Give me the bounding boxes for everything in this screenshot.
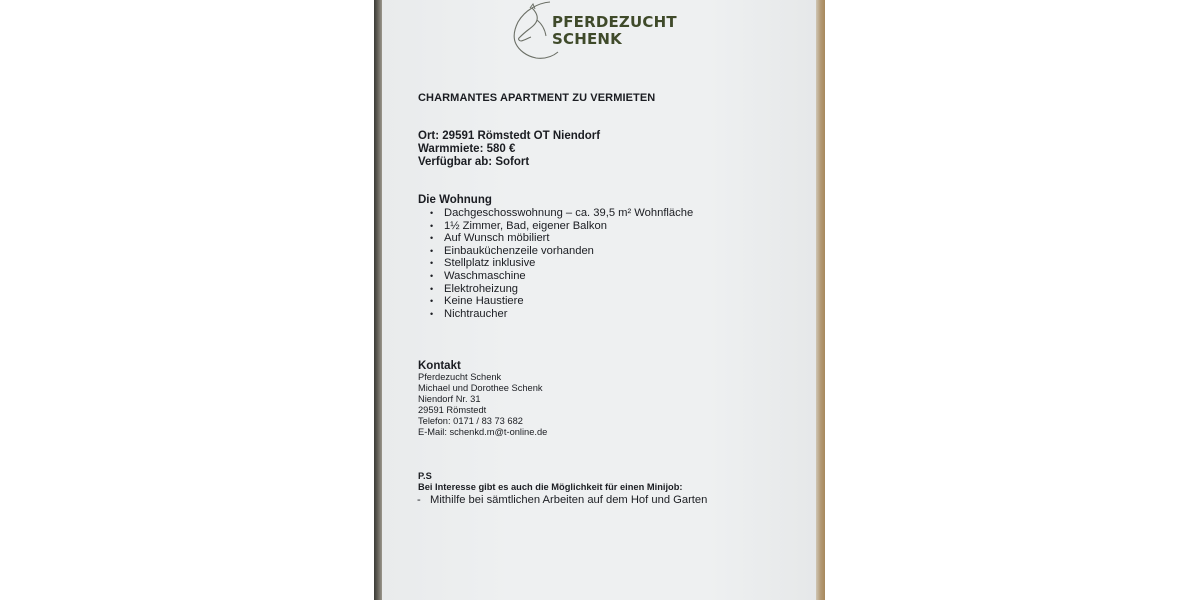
document-title: CHARMANTES APARTMENT ZU VERMIETEN xyxy=(418,92,656,104)
table-edge-left xyxy=(374,0,382,600)
logo-text-line1: PFERDEZUCHT xyxy=(552,13,677,31)
background-left xyxy=(0,0,376,600)
list-item: • Auf Wunsch möbiliert xyxy=(430,232,550,245)
contact-line: Michael und Dorothee Schenk xyxy=(418,383,543,393)
contact-phone: Telefon: 0171 / 83 73 682 xyxy=(418,416,523,426)
contact-line: Niendorf Nr. 31 xyxy=(418,394,481,404)
list-item: • Nichtraucher xyxy=(430,307,508,320)
availability-line: Verfügbar ab: Sofort xyxy=(418,156,530,168)
list-item: • Einbauküchenzeile vorhanden xyxy=(430,244,594,257)
list-item: • Keine Haustiere xyxy=(430,295,524,308)
list-item: • Stellplatz inklusive xyxy=(430,257,536,270)
contact-heading: Kontakt xyxy=(418,360,461,372)
contact-line: 29591 Römstedt xyxy=(418,405,487,415)
background-right xyxy=(824,0,1200,600)
ps-text: Bei Interesse gibt es auch die Möglichkeit für einen Minijob: xyxy=(418,482,683,492)
minijob-item xyxy=(417,494,707,506)
dash-marker: - xyxy=(417,494,421,506)
logo xyxy=(510,0,677,60)
location-line: Ort: 29591 Römstedt OT Niendorf xyxy=(418,130,601,142)
list-item: • Dachgeschosswohnung – ca. 39,5 m² Wohnfläche xyxy=(430,207,694,219)
apartment-heading: Die Wohnung xyxy=(418,194,492,206)
ps-label: P.S xyxy=(418,471,432,481)
list-item: • 1½ Zimmer, Bad, eigener Balkon xyxy=(430,219,607,232)
contact-line: Pferdezucht Schenk xyxy=(418,372,502,382)
table-edge-right xyxy=(816,0,825,600)
list-item: • Elektroheizung xyxy=(430,282,519,295)
contact-email: E-Mail: schenkd.m@t-online.de xyxy=(418,427,548,437)
apartment-features-list xyxy=(430,207,693,320)
list-item: • Waschmaschine xyxy=(430,269,526,282)
minijob-text: Mithilfe bei sämtlichen Arbeiten auf dem Hof und Garten xyxy=(430,494,708,506)
rent-line: Warmmiete: 580 € xyxy=(418,143,516,155)
flyer-paper xyxy=(382,0,816,600)
logo-text-line2: SCHENK xyxy=(552,30,622,48)
